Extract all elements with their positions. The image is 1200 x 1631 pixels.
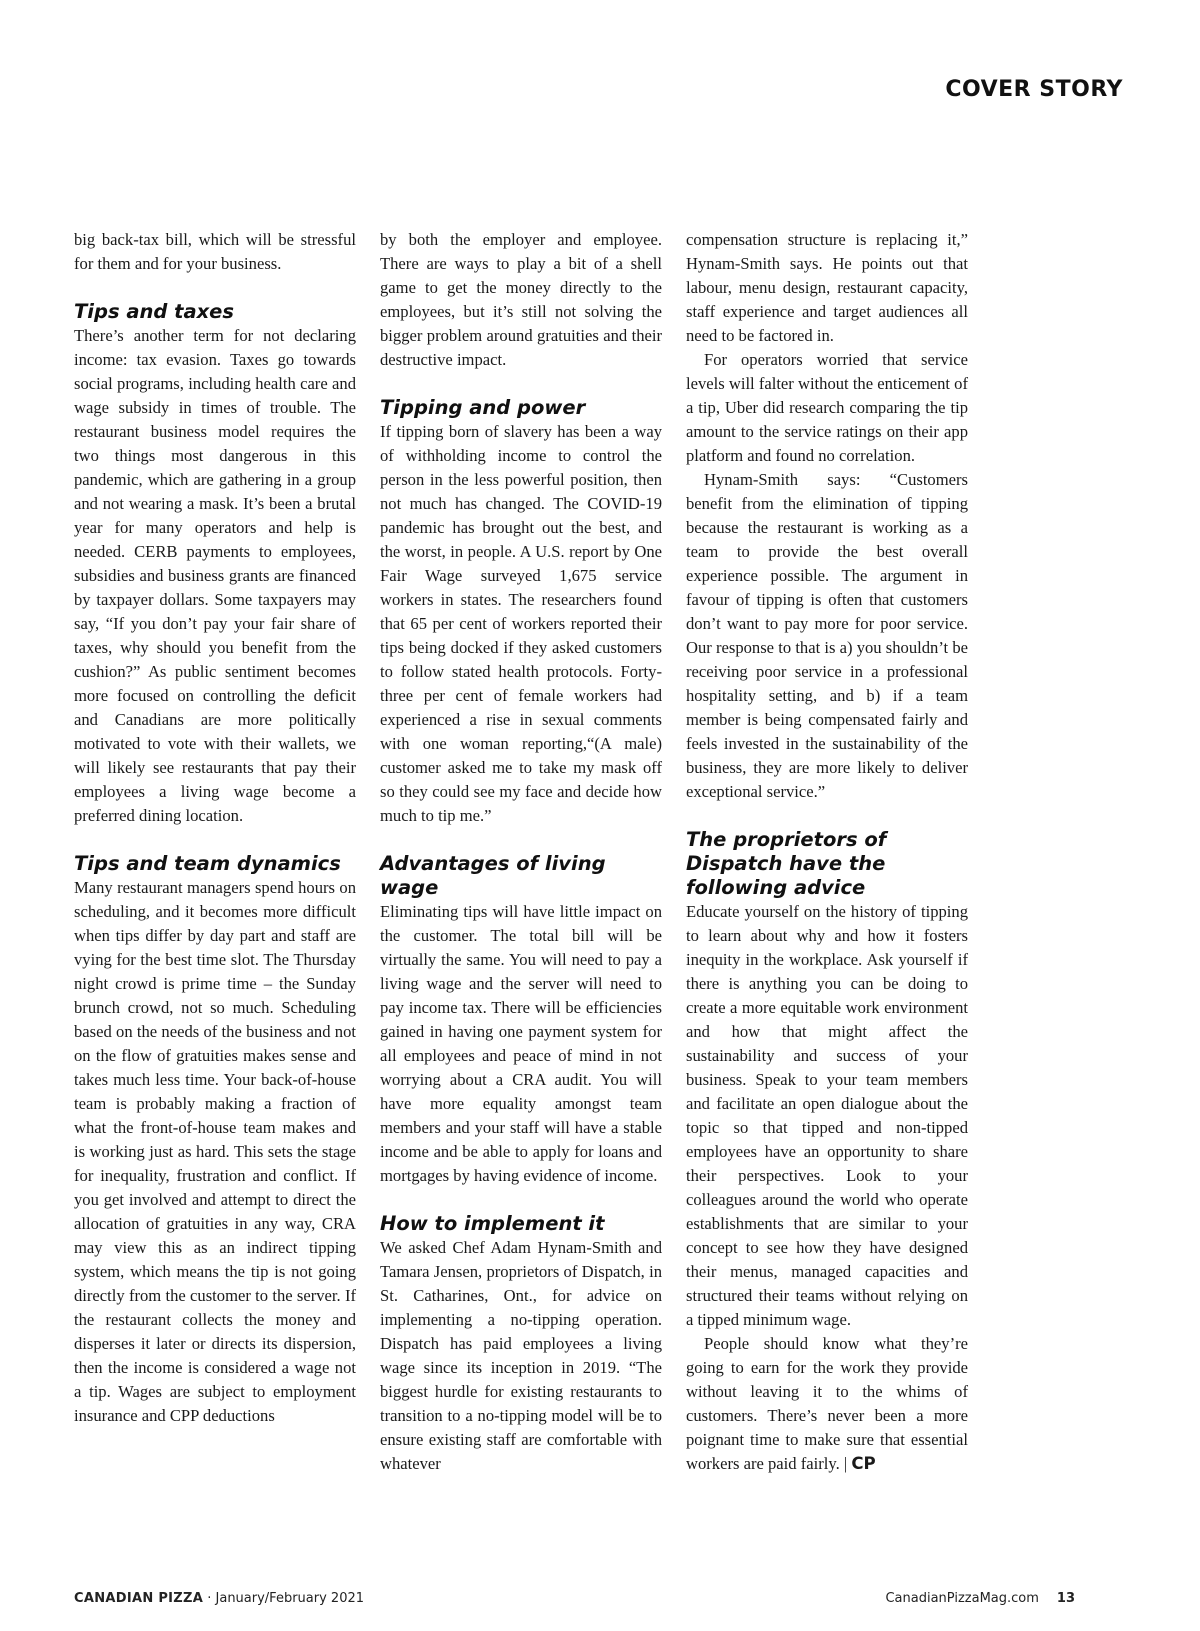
- paragraph: For operators worried that service levels will falter without the enticement of a tip, Uber did research comparing the tip amount to the service ratings on their app platform and found no correlation.: [686, 350, 969, 465]
- paragraph: Hynam-Smith says: “Customers benefit from the elimination of tipping because the restaurant is working as a team to provide the best overall experience possible. The argument in favour of tipping is often that customers don’t want to pay more for poor service. Our response to that is a) you shouldn’t be receiving poor service in a professional hospitality setting, and b) if a team member is being compensated fairly and feels invested in the sustainability of the business, they are more likely to deliver exceptional service.”: [686, 470, 968, 801]
- subheading-tips-and-team-dynamics: Tips and team dynamics: [74, 852, 341, 875]
- magazine-name: CANADIAN PIZZA: [74, 1591, 204, 1606]
- issue-date: · January/February 2021: [203, 1591, 365, 1606]
- footer-right: [885, 1591, 1075, 1606]
- article-body: [74, 228, 968, 1476]
- subheading-proprietors-advice: The proprietors of Dispatch have the following advice: [686, 828, 887, 899]
- closing-paragraph: [686, 1332, 968, 1476]
- column-1: [74, 228, 356, 1476]
- subheading-advantages-of-living-wage: Advantages of living wage: [380, 852, 606, 899]
- column-2: [380, 228, 662, 1476]
- paragraph: There’s another term for not declaring income: tax evasion. Taxes go towards social programs, including health care and wage subsidy in times of trouble. The restaurant business model requires the two things most dangerous in this pandemic, which are gathering in a group and not wearing a mask. It’s been a brutal year for many operators and help is needed. CERB payments to employees, subsidies and business grants are financed by taxpayer dollars. Some taxpayers may say, “If you don’t pay your fair share of taxes, why should you benefit from the cushion?” As public sentiment becomes more focused on controlling the deficit and Canadians are more politically motivated to vote with their wallets, we will likely see restaurants that pay their employees a living wage become a preferred dining location.: [74, 326, 356, 825]
- signoff-mark: CP: [851, 1454, 876, 1473]
- column-3: [686, 228, 968, 1476]
- subheading-tips-and-taxes: Tips and taxes: [74, 300, 235, 323]
- paragraph: We asked Chef Adam Hynam-Smith and Tamara Jensen, proprietors of Dispatch, in St. Catharines, Ont., for advice on implementing a no-tipping operation. Dispatch has paid employees a living wage since its inception in 2019. “The biggest hurdle for existing restaurants to transition to a no-tipping model will be to ensure existing staff are comfortable with whatever: [380, 1238, 662, 1473]
- paragraph: big back-tax bill, which will be stressful for them and for your business.: [74, 230, 356, 273]
- section-label: COVER STORY: [945, 77, 1123, 102]
- subheading-tipping-and-power: Tipping and power: [380, 396, 586, 419]
- paragraph: Eliminating tips will have little impact on the customer. The total bill will be virtually the same. You will need to pay a living wage and the server will need to pay income tax. There will be efficiencies gained in having one payment system for all employees and peace of mind in not worrying about a CRA audit. You will have more equality amongst team members and your staff will have a stable income and be able to apply for loans and mortgages by having evidence of income.: [380, 902, 662, 1185]
- closing-text: People should know what they’re going to earn for the work they provide without leaving it to the whims of customers. There’s never been a more poignant time to make sure that essential workers are paid fairly. |: [686, 1334, 968, 1473]
- subheading-how-to-implement-it: How to implement it: [380, 1212, 605, 1235]
- paragraph: Many restaurant managers spend hours on scheduling, and it becomes more difficult when tips differ by day part and staff are vying for the best time slot. The Thursday night crowd is prime time – the Sunday brunch crowd, not so much. Scheduling based on the needs of the business and not on the flow of gratuities makes sense and takes much less time. Your back-of-house team is probably making a fraction of what the front-of-house team makes and is working just as hard. This sets the stage for inequality, frustration and conflict. If you get involved and attempt to direct the allocation of gratuities in any way, CRA may view this as an indirect tipping system, which means the tip is not going directly from the customer to the server. If the restaurant collects the money and disperses it later or directs its dispersion, then the income is considered a wage not a tip. Wages are subject to employment insurance and CPP deductions: [74, 878, 356, 1425]
- paragraph: by both the employer and employee. There are ways to play a bit of a shell game to get the money directly to the employees, but it’s still not solving the bigger problem around gratuities and their destructive impact.: [380, 230, 662, 369]
- page-number: 13: [1056, 1591, 1075, 1606]
- website: CanadianPizzaMag.com: [885, 1591, 1039, 1606]
- paragraph: If tipping born of slavery has been a way of withholding income to control the person in the less powerful position, then not much has changed. The COVID-19 pandemic has brought out the best, and the worst, in people. A U.S. report by One Fair Wage surveyed 1,675 service workers in states. The researchers found that 65 per cent of workers reported their tips being docked if they asked customers to follow stated health protocols. Forty-three per cent of female workers had experienced a rise in sexual comments with one woman reporting,“(A male) customer asked me to take my mask off so they could see my face and decide how much to tip me.”: [380, 422, 662, 825]
- footer-left: [74, 1591, 364, 1606]
- paragraph: Educate yourself on the history of tipping to learn about why and how it fosters inequity in the workplace. Ask yourself if there is anything you can be doing to create a more equitable work environment and how that might affect the sustainability and success of your business. Speak to your team members and facilitate an open dialogue about the topic so that tipped and non-tipped employees have an opportunity to share their perspectives. Look to your colleagues around the world who operate establishments that are similar to your concept to see how they have designed their menus, managed capacities and structured their teams without relying on a tipped minimum wage.: [686, 902, 968, 1329]
- paragraph: compensation structure is replacing it,” Hynam-Smith says. He points out that labour, menu design, restaurant capacity, staff experience and target audiences all need to be factored in.: [686, 230, 968, 345]
